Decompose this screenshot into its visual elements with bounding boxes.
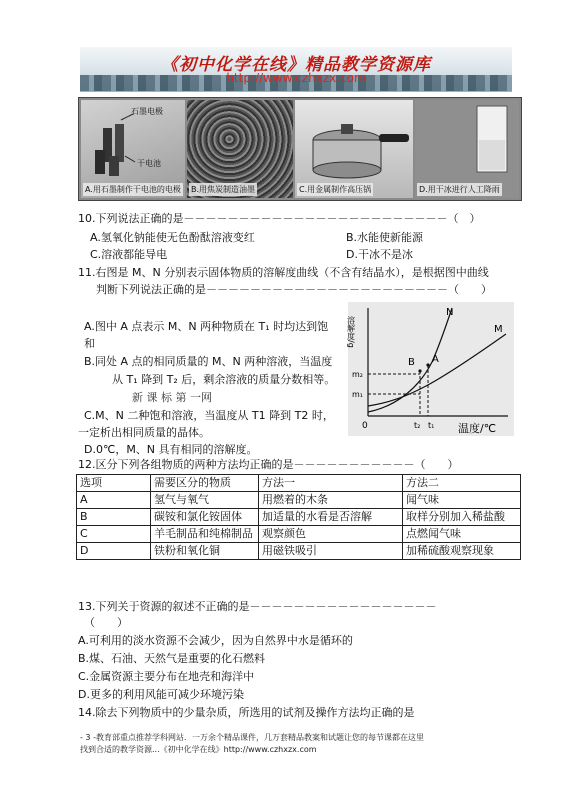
q10-stem: 10.下列说法正确的是－－－－－－－－－－－－－－－－－－－－－－－－（ ） — [78, 212, 481, 225]
photo-d-dry-ice — [415, 100, 519, 198]
point-a-marker — [426, 363, 429, 366]
table-cell: 加适量的水看是否溶解 — [259, 509, 403, 526]
table-header-row — [77, 475, 521, 492]
q11-option-a-line2: 和 — [84, 337, 95, 350]
page-footer — [80, 732, 520, 756]
solubility-graph — [348, 302, 514, 436]
footer-line1: - 3 -教育部重点推荐学科网站．一万余个精品课件，几万套精品教案和试题让您的每节课都在这里 — [80, 733, 424, 742]
table-cell: C — [77, 526, 151, 543]
q10-option-a: A.氢氧化钠能使无色酚酞溶液变红 — [90, 231, 255, 244]
photo-strip — [78, 97, 522, 201]
q13-paren: （ ） — [84, 616, 128, 629]
q12-table — [76, 474, 521, 560]
table-cell: 闻气味 — [403, 492, 521, 509]
watermark-text: 新 课 标 第 一网 — [132, 391, 212, 404]
table-header-cell: 选项 — [77, 475, 151, 492]
table-cell: 加稀硫酸观察现象 — [403, 543, 521, 560]
photo-b-coke-ink — [187, 100, 293, 198]
photo-c-pressure-cooker — [295, 100, 413, 198]
q11-option-c-line2: 一定析出相同质量的晶体。 — [78, 426, 210, 439]
header-banner — [80, 47, 512, 92]
table-cell: D — [77, 543, 151, 560]
q11-option-a-line1: A.图中 A 点表示 M、N 两种物质在 T₁ 时均达到饱 — [84, 320, 329, 333]
q11-stem-line2: 判断下列说法正确的是－－－－－－－－－－－－－－－－－－－－－－（ ） — [96, 283, 492, 296]
x-tick-t2: t₂ — [414, 421, 421, 430]
curve-label-m: M — [494, 324, 503, 335]
q13-option-d: D.更多的利用风能可减少环境污染 — [78, 688, 244, 701]
q12-stem: 12.区分下列各组物质的两种方法均正确的是－－－－－－－－－－－（ ） — [78, 458, 459, 471]
q10-option-c: C.溶液都能导电 — [90, 248, 168, 261]
x-tick-t1: t₁ — [428, 421, 435, 430]
photo-a-caption: A.用石墨制作干电池的电极 — [85, 185, 181, 194]
y-tick-m1: m₁ — [352, 390, 363, 399]
table-header-cell: 需要区分的物质 — [151, 475, 259, 492]
table-cell: A — [77, 492, 151, 509]
q10-option-d: D.干冰不是冰 — [346, 248, 413, 261]
table-cell: B — [77, 509, 151, 526]
table-cell: 氢气与氧气 — [151, 492, 259, 509]
label-graphite-electrode: 石墨电极 — [131, 107, 163, 116]
photo-a-graphite-battery — [81, 100, 185, 198]
table-header-cell: 方法二 — [403, 475, 521, 492]
table-row — [77, 509, 521, 526]
banner-title: 《初中化学在线》精品教学资源库 — [161, 55, 431, 75]
x-axis-label: 温度/℃ — [458, 422, 497, 435]
q11-option-b-line2: 从 T₁ 降到 T₂ 后，剩余溶液的质量分数相等。 — [112, 373, 336, 386]
table-cell: 观察颜色 — [259, 526, 403, 543]
table-cell: 用燃着的木条 — [259, 492, 403, 509]
table-cell: 羊毛制品和纯棉制品 — [151, 526, 259, 543]
photo-d-caption: D.用干冰进行人工降雨 — [419, 185, 500, 194]
y-axis-label: 溶解度/g — [346, 316, 356, 348]
label-dry-battery: 干电池 — [137, 159, 161, 168]
table-header-cell: 方法一 — [259, 475, 403, 492]
point-b-marker — [418, 369, 421, 372]
table-cell: 用磁铁吸引 — [259, 543, 403, 560]
y-tick-m2: m₂ — [352, 370, 363, 379]
point-label-b: B — [408, 357, 415, 368]
banner-url[interactable]: http://www.czhxzx.com — [226, 71, 366, 85]
q14-stem: 14.除去下列物质中的少量杂质，所选用的试剂及操作方法均正确的是 — [78, 706, 415, 719]
photo-b-caption: B.用焦炭制造油墨 — [191, 185, 256, 194]
q13-option-c: C.金属资源主要分布在地壳和海洋中 — [78, 670, 255, 683]
table-cell: 点燃闻气味 — [403, 526, 521, 543]
table-row — [77, 492, 521, 509]
q11-stem-line1: 11.右图是 M、N 分别表示固体物质的溶解度曲线（不含有结晶水），是根据图中曲线 — [78, 266, 489, 279]
q10-option-b: B.水能使新能源 — [346, 231, 424, 244]
curve-label-n: N — [446, 307, 454, 318]
table-cell: 铁粉和氧化铜 — [151, 543, 259, 560]
table-cell: 取样分别加入稀盐酸 — [403, 509, 521, 526]
footer-line2[interactable]: 找到合适的教学资源...《初中化学在线》http://www.czhxzx.com — [80, 745, 317, 754]
q11-option-c-line1: C.M、N 二种饱和溶液，当温度从 T1 降到 T2 时， — [84, 409, 334, 422]
q13-option-a: A.可利用的淡水资源不会减少，因为自然界中水是循环的 — [78, 634, 353, 647]
table-row — [77, 526, 521, 543]
q11-option-b-line1: B.同处 A 点的相同质量的 M、N 两种溶液，当温度 — [84, 355, 333, 368]
q11-option-d: D.0℃，M、N 具有相同的溶解度。 — [84, 443, 258, 456]
table-row — [77, 543, 521, 560]
q13-option-b: B.煤、石油、天然气是重要的化石燃料 — [78, 652, 266, 665]
table-cell: 碳铵和氯化铵固体 — [151, 509, 259, 526]
point-label-a: A — [432, 354, 439, 365]
origin-label: 0 — [362, 421, 368, 431]
q13-stem: 13.下列关于资源的叙述不正确的是－－－－－－－－－－－－－－－－－ — [78, 600, 437, 613]
photo-c-caption: C.用金属制作高压锅 — [299, 185, 372, 194]
